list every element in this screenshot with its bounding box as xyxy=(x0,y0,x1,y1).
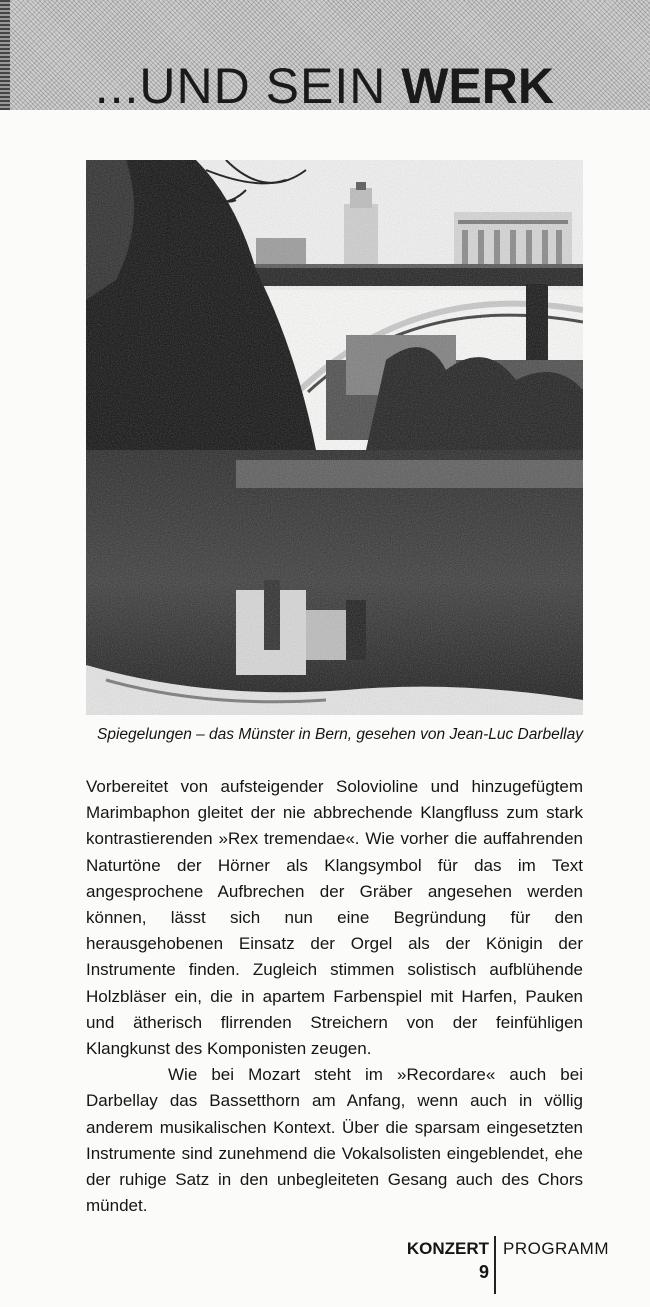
article-body xyxy=(86,774,583,1219)
page-title-prefix: ...UND SEIN xyxy=(94,58,402,114)
bridge-reflection-photo xyxy=(86,160,583,715)
page-number: 9 xyxy=(478,1262,489,1282)
scan-edge xyxy=(0,0,10,110)
footer-divider xyxy=(494,1236,496,1294)
footer-left xyxy=(407,1238,489,1284)
paragraph-1: Vorbereitet von aufsteigender Solovioline und hinzugefügtem Marimbaphon gleitet der nie abbrechende Klangfluss zum stark kontrastierenden »Rex tremendae«. Wie vorher die auffahrenden Naturtöne der Hörner als Klangsymbol für das im Text angesprochene Aufbrechen der Gräber angesehen werden können, lässt sich nun eine Begründung für den herausgehobenen Einsatz der Orgel als der Königin der Instrumente finden. Zugleich stimmen solistisch aufblühende Holzbläser ein, die in apartem Farbenspiel mit Harfen, Pauken und ätherisch flirrenden Streichern von der feinfühligen Klangkunst des Komponisten zeugen. xyxy=(86,777,583,1059)
page-title xyxy=(95,58,554,114)
footer-section-label: KONZERT xyxy=(406,1239,489,1258)
page-title-strong: WERK xyxy=(401,58,554,114)
page-footer xyxy=(0,1236,650,1296)
paragraph-2: Wie bei Mozart steht im »Recordare« auch bei Darbellay das Bassetthorn am Anfang, wenn auch in völlig anderem musikalischen Kontext. Über die sparsam eingesetzten Instrumente sind zunehmend die Vokalsolisten eingeblendet, ehe der ruhige Satz in den unbegleiteten Gesang auch des Chors mündet. xyxy=(86,1065,583,1216)
footer-program-label: PROGRAMM xyxy=(503,1239,609,1258)
photo-caption: Spiegelungen – das Münster in Bern, gesehen von Jean-Luc Darbellay xyxy=(97,726,583,743)
header-band xyxy=(0,0,650,114)
